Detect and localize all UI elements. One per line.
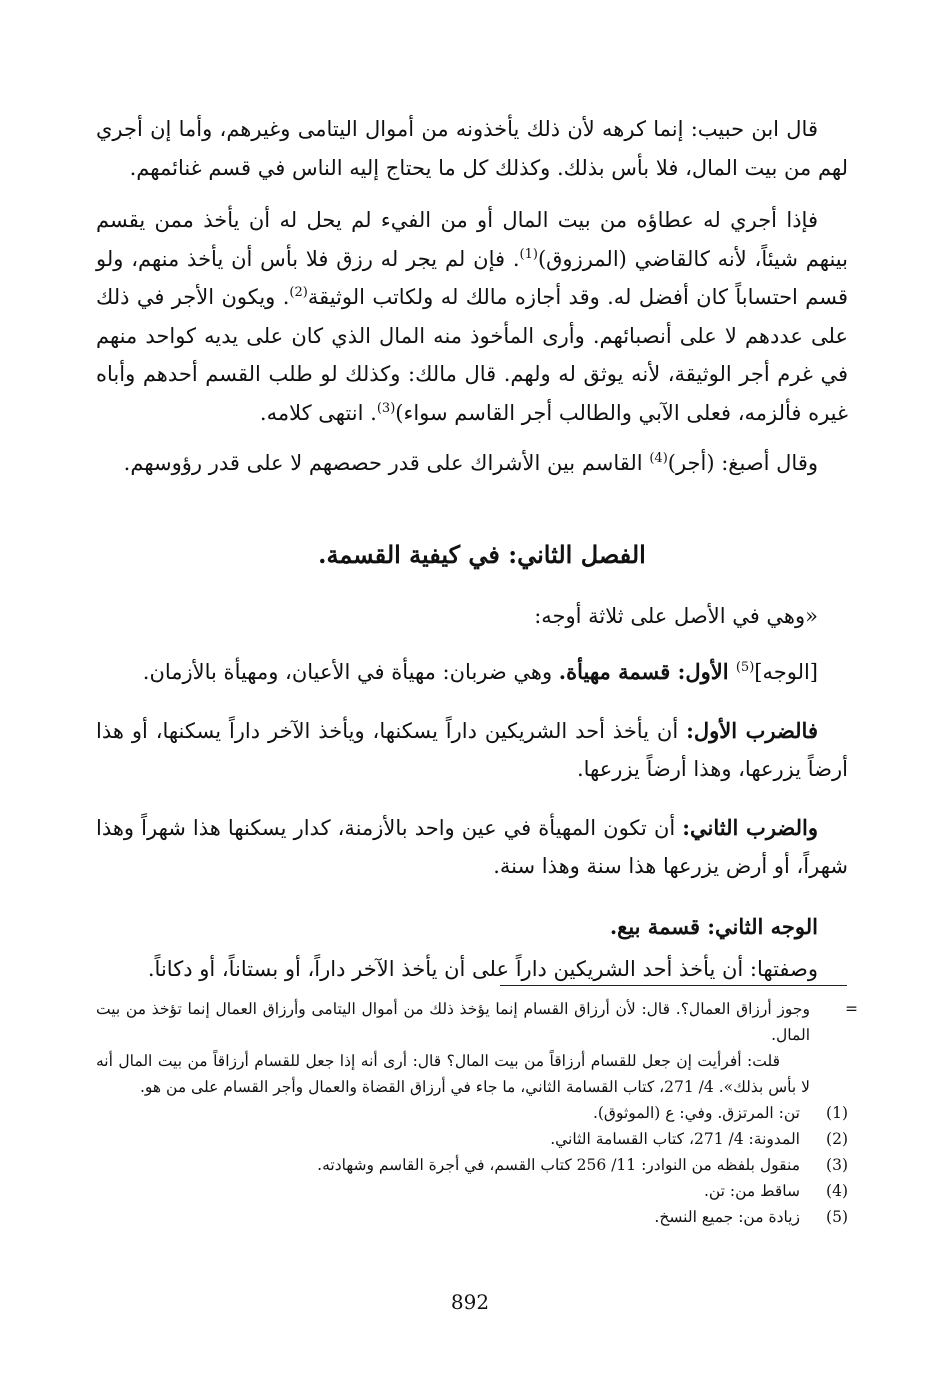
- footnote-ref-2[interactable]: (2): [289, 285, 308, 300]
- footnote-number: (5): [826, 1208, 848, 1226]
- footnote-text: ساقط من: تن.: [703, 1182, 800, 1200]
- page-number: 892: [450, 1290, 490, 1314]
- paragraph-asbagh: [96, 444, 848, 483]
- footnote-ref-1[interactable]: (1): [519, 246, 538, 262]
- paragraph-second-aspect: الوجه الثاني: قسمة بيع.: [609, 913, 818, 939]
- footnote-number: (2): [826, 1130, 848, 1148]
- text-run: فإذا أجري له عطاؤه من بيت المال أو من الفيء لم يحل له أن يأخذ ممن يقسم بينهم شيئاً، لأنه كالقاضي (المرزوق): [96, 208, 848, 271]
- footnote-continuation: [96, 996, 858, 1048]
- text-run: أن يأخذ أحد الشريكين داراً يسكنها، ويأخذ الآخر داراً يسكنها، أو هذا أرضاً يزرعها، وهذا أرضاً يزرعها.: [96, 718, 848, 781]
- footnote-item: [96, 1204, 848, 1230]
- footnote-text: منقول بلفظه من النوادر: 11/ 256 كتاب القسم، في أجرة القاسم وشهادته.: [317, 1156, 800, 1174]
- spacer: [96, 483, 848, 535]
- text-run: أن تكون المهيأة في عين واحد بالأزمنة، كدار يسكنها هذا شهراً وهذا شهراً، أو أرض يزرعها هذا سنة وهذا سنة.: [96, 815, 848, 878]
- term-bold: والضرب الثاني:: [682, 814, 818, 840]
- footnote-continuation-2: قلت: أفرأيت إن جعل للقسام أرزاقاً من بيت المال؟ قال: أرى أنه إذا جعل للقسام أرزاقاً من بيت المال أنه لا بأس بذلك». 4/ 271، كتاب القسامة الثاني، ما جاء في أرزاق القضاة والعمال وأجر القسام على من هو.: [96, 1052, 810, 1096]
- footnotes: [96, 996, 858, 1230]
- continuation-mark: =: [845, 1000, 858, 1018]
- text-run: وجوز أرزاق العمال؟. قال: لأن أرزاق القسام إنما يؤخذ ذلك من أموال اليتامى وأرزاق العمال إنما تؤخذ من بيت المال.: [96, 1000, 810, 1044]
- footnote-separator: [500, 985, 847, 986]
- term-bold: الأول: قسمة مهيأة.: [558, 659, 736, 684]
- paragraph-three-aspects: «وهي في الأصل على ثلاثة أوجه:: [534, 603, 818, 628]
- paragraph-first-aspect: [96, 653, 848, 692]
- text-run: القاسم بين الأشراك على قدر حصصهم لا على قدر رؤوسهم.: [123, 451, 650, 475]
- text-run: وهي ضربان: مهيأة في الأعيان، ومهيأة بالأزمان.: [142, 660, 559, 684]
- footnote-ref-3[interactable]: (3): [376, 400, 396, 416]
- footnote-number: (4): [826, 1182, 848, 1200]
- footnote-item: [96, 1152, 848, 1178]
- footnote-text: المدونة: 4/ 271، كتاب القسامة الثاني.: [550, 1130, 800, 1148]
- footnote-ref-4[interactable]: (4): [649, 451, 668, 466]
- text-run: [الوجه]: [754, 660, 818, 684]
- footnote-item: [96, 1178, 848, 1204]
- text-run: وقال أصبغ: (أجر): [667, 451, 818, 475]
- term-bold: فالضرب الأول:: [686, 717, 818, 743]
- text-run: . ويكون الأجر في ذلك على عددهم لا على أنصبائهم. وأرى المأخوذ منه المال الذي كان على يديه كواحد منهم في غرم أجر الوثيقة، لأنه يوثق له ولهم. قال مالك: وكذلك لو طلب القسم أحدهم وأباه غيره فألزمه، فعلى الآبي والطالب أجر القاسم سواء): [96, 285, 848, 425]
- footnote-text: زيادة من: جميع النسخ.: [654, 1208, 800, 1226]
- footnote-item: [96, 1100, 848, 1126]
- footnote-item: [96, 1126, 848, 1152]
- footnote-text: تن: المرتزق. وفي: ع (الموثوق).: [592, 1104, 800, 1122]
- footnote-number: (3): [826, 1156, 848, 1174]
- text-run: . انتهى كلامه.: [259, 400, 377, 425]
- footnote-ref-5[interactable]: (5): [735, 660, 755, 675]
- main-text: [96, 110, 848, 989]
- text-run: . فإن لم يجر له رزق فلا بأس أن يأخذ منهم، ولو قسم احتساباً كان أفضل له. وقد أجازه مالك له ولكاتب الوثيقة: [96, 246, 848, 309]
- paragraph-salary: [96, 201, 848, 432]
- paragraph-first-type: [96, 712, 848, 789]
- paragraph-second-type: [96, 809, 848, 886]
- section-heading: الفصل الثاني: في كيفية القسمة.: [318, 539, 646, 569]
- footnote-number: (1): [826, 1104, 848, 1122]
- paragraph-description: وصفتها: أن يأخذ أحد الشريكين داراً على أن يأخذ الآخر داراً، أو بستاناً، أو دكاناً.: [147, 957, 818, 981]
- paragraph-ibn-habib: قال ابن حبيب: إنما كرهه لأن ذلك يأخذونه من أموال اليتامى وغيرهم، وأما إن أجري لهم من بيت المال، فلا بأس بذلك. وكذلك كل ما يحتاج إليه الناس في قسم غنائمهم.: [96, 117, 848, 180]
